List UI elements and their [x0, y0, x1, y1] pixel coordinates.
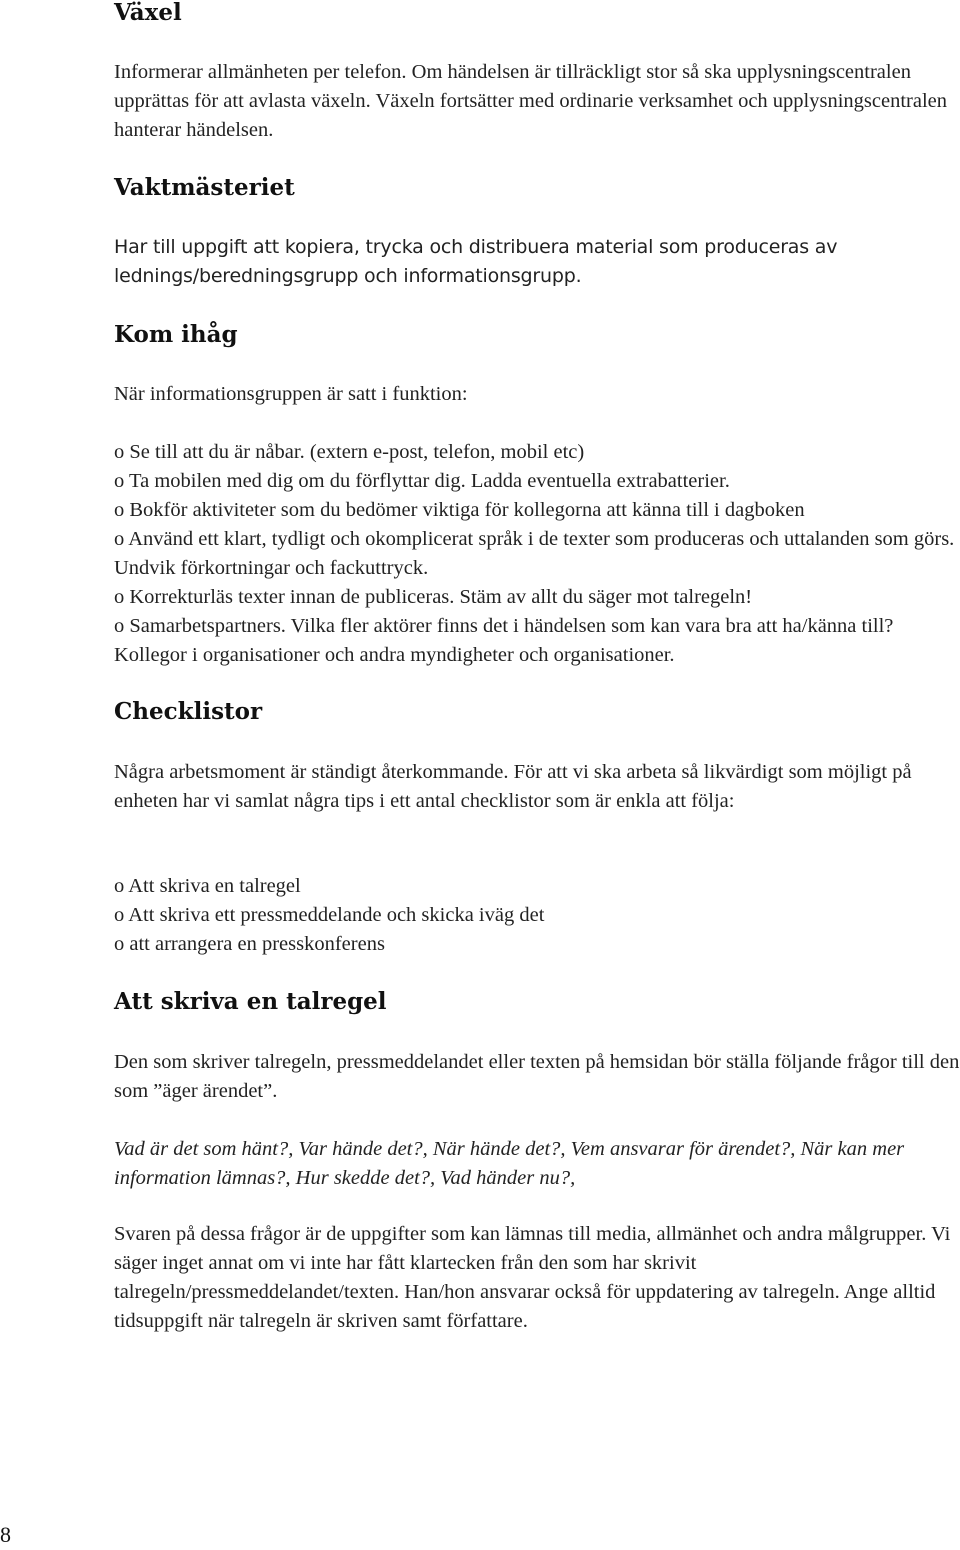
list-item-text: Korrekturläs texter innan de publiceras. Stäm av allt du säger mot talregeln!	[129, 586, 753, 608]
list-item-text: Se till att du är nåbar. (extern e-post, telefon, mobil etc)	[129, 441, 585, 463]
list-item	[114, 901, 960, 930]
heading-checklistor: Checklistor	[114, 698, 263, 725]
list-item-text: Ta mobilen med dig om du förflyttar dig. Ladda eventuella extrabatterier.	[129, 470, 730, 492]
paragraph-vaktmasteriet: Har till uppgift att kopiera, trycka och distribuera material som produceras av lednings/beredningsgrupp och informationsgrupp.	[114, 236, 838, 287]
bullet-marker: o	[114, 904, 125, 926]
list-item-text: Samarbetspartners. Vilka fler aktörer finns det i händelsen som kan vara bra att ha/känna till? Kollegor i organisationer och andra myndigheter och organisationer.	[114, 615, 894, 666]
list-item	[114, 930, 960, 959]
list-item	[114, 872, 960, 901]
bullet-marker: o	[114, 470, 125, 492]
paragraph-talregel-questions: Vad är det som hänt?, Var hände det?, När hände det?, Vem ansvarar för ärendet?, När kan mer information lämnas?, Hur skedde det?, Vad händer nu?,	[114, 1138, 905, 1189]
list-item-text: Att skriva ett pressmeddelande och skicka iväg det	[128, 904, 545, 926]
bullet-marker: o	[114, 586, 125, 608]
list-item	[114, 438, 960, 467]
paragraph-talregel-answers: Svaren på dessa frågor är de uppgifter som kan lämnas till media, allmänhet och andra målgrupper. Vi säger inget annat om vi inte har fått klartecken från den som har skrivit talregeln/pressmeddelandet/texten. Han/hon ansvarar också för uppdatering av talregeln. Ange alltid tidsuppgift när talregeln är skriven samt författare.	[114, 1223, 951, 1332]
heading-kom-ihag: Kom ihåg	[114, 321, 238, 348]
paragraph-vaxel: Informerar allmänheten per telefon. Om händelsen är tillräckligt stor så ska upplysningscentralen upprättas för att avlasta växeln. Växeln fortsätter med ordinarie verksamhet och upplysningscentralen hanterar händelsen.	[114, 61, 948, 141]
bullet-marker: o	[114, 875, 125, 897]
list-item-text: att arrangera en presskonferens	[129, 933, 385, 955]
list-checklistor	[114, 872, 960, 959]
bullet-marker: o	[114, 441, 125, 463]
page-number: 8	[0, 1522, 11, 1547]
list-item	[114, 496, 960, 525]
list-item-text: Använd ett klart, tydligt och okomplicerat språk i de texter som produceras och uttalanden som görs. Undvik förkortningar och fackuttryck.	[114, 528, 955, 579]
heading-vaktmasteriet: Vaktmästeriet	[114, 174, 295, 201]
paragraph-talregel-intro: Den som skriver talregeln, pressmeddelandet eller texten på hemsidan bör ställa följande frågor till den som ”äger ärendet”.	[114, 1051, 960, 1102]
list-kom-ihag	[114, 438, 960, 670]
heading-vaxel: Växel	[114, 0, 182, 26]
bullet-marker: o	[114, 615, 125, 637]
paragraph-checklistor: Några arbetsmoment är ständigt återkommande. För att vi ska arbeta så likvärdigt som möjligt på enheten har vi samlat några tips i ett antal checklistor som är enkla att följa:	[114, 761, 912, 812]
bullet-marker: o	[114, 499, 125, 521]
bullet-marker: o	[114, 933, 125, 955]
list-item	[114, 525, 960, 583]
paragraph-kom-ihag-intro: När informationsgruppen är satt i funktion:	[114, 383, 468, 405]
list-item	[114, 467, 960, 496]
heading-att-skriva-en-talregel: Att skriva en talregel	[114, 988, 387, 1015]
bullet-marker: o	[114, 528, 125, 550]
list-item-text: Att skriva en talregel	[128, 875, 301, 897]
list-item-text: Bokför aktiviteter som du bedömer viktiga för kollegorna att känna till i dagboken	[129, 499, 805, 521]
list-item	[114, 612, 960, 670]
list-item	[114, 583, 960, 612]
